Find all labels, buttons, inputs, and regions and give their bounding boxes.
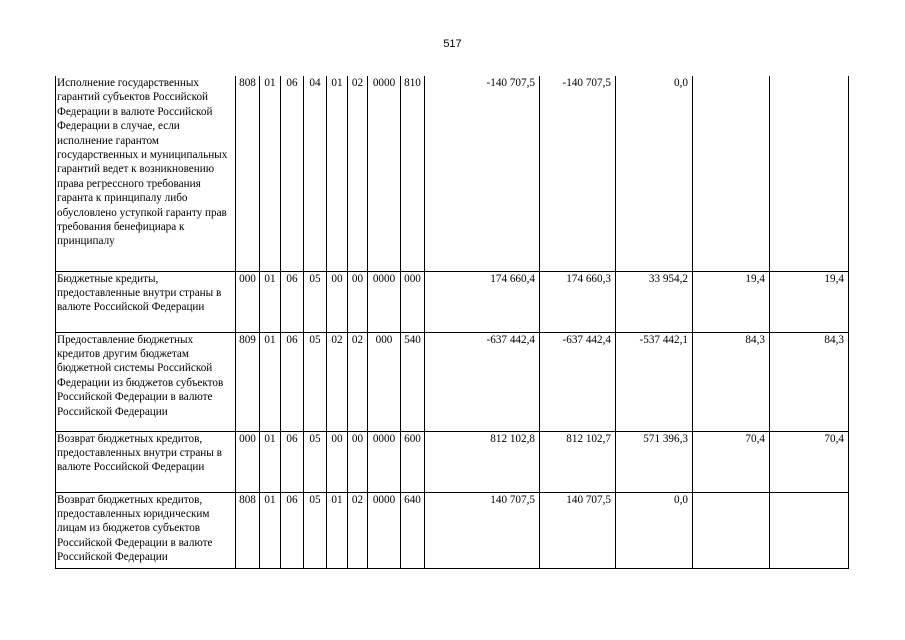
approved-amount-cell: 140 707,5 xyxy=(425,492,540,568)
percent-refined-cell: 70,4 xyxy=(770,431,849,492)
refined-amount-cell: -140 707,5 xyxy=(540,76,616,271)
code-cell: 000 xyxy=(236,431,260,492)
percent-refined-cell xyxy=(770,492,849,568)
code-cell: 06 xyxy=(281,492,304,568)
table-row xyxy=(56,492,849,568)
executed-amount-cell: 0,0 xyxy=(616,492,693,568)
code-cell: 00 xyxy=(327,431,348,492)
row-name-cell: Исполнение государственных гарантий субъектов Российской Федерации в валюте Российской Федерации в случае, если исполнение гарантом государственных и муниципальных гарантий ведет к возникновению права регрессного требования гаранта к принципалу либо обусловлено уступкой гаранту прав требования бенефициара к принципалу xyxy=(56,76,236,271)
code-cell: 0000 xyxy=(368,76,401,271)
code-cell: 01 xyxy=(260,332,281,431)
code-cell: 00 xyxy=(327,271,348,332)
code-cell: 02 xyxy=(327,332,348,431)
code-cell: 06 xyxy=(281,271,304,332)
code-cell: 00 xyxy=(348,271,368,332)
table-row xyxy=(56,332,849,431)
code-cell: 640 xyxy=(401,492,425,568)
code-cell: 01 xyxy=(260,271,281,332)
table-row xyxy=(56,76,849,271)
refined-amount-cell: 140 707,5 xyxy=(540,492,616,568)
code-cell: 02 xyxy=(348,76,368,271)
code-cell: 01 xyxy=(327,492,348,568)
row-name-cell: Возврат бюджетных кредитов, предоставленных внутри страны в валюте Российской Федерации xyxy=(56,431,236,492)
executed-amount-cell: 33 954,2 xyxy=(616,271,693,332)
code-cell: 000 xyxy=(401,271,425,332)
percent-approved-cell: 84,3 xyxy=(693,332,770,431)
row-name-cell: Возврат бюджетных кредитов, предоставленных юридическим лицам из бюджетов субъектов Российской Федерации в валюте Российской Федерации xyxy=(56,492,236,568)
code-cell: 540 xyxy=(401,332,425,431)
percent-approved-cell: 70,4 xyxy=(693,431,770,492)
code-cell: 02 xyxy=(348,492,368,568)
approved-amount-cell: -140 707,5 xyxy=(425,76,540,271)
approved-amount-cell: 812 102,8 xyxy=(425,431,540,492)
code-cell: 05 xyxy=(304,271,327,332)
table-row xyxy=(56,271,849,332)
percent-refined-cell: 84,3 xyxy=(770,332,849,431)
table-row xyxy=(56,431,849,492)
code-cell: 06 xyxy=(281,431,304,492)
code-cell: 01 xyxy=(260,492,281,568)
executed-amount-cell: 0,0 xyxy=(616,76,693,271)
percent-approved-cell xyxy=(693,492,770,568)
code-cell: 05 xyxy=(304,431,327,492)
row-name-cell: Бюджетные кредиты, предоставленные внутри страны в валюте Российской Федерации xyxy=(56,271,236,332)
budget-sources-table xyxy=(55,76,849,569)
code-cell: 04 xyxy=(304,76,327,271)
code-cell: 05 xyxy=(304,332,327,431)
executed-amount-cell: 571 396,3 xyxy=(616,431,693,492)
refined-amount-cell: 812 102,7 xyxy=(540,431,616,492)
page-number: 517 xyxy=(443,38,462,50)
code-cell: 01 xyxy=(260,76,281,271)
code-cell: 01 xyxy=(260,431,281,492)
refined-amount-cell: -637 442,4 xyxy=(540,332,616,431)
code-cell: 000 xyxy=(236,271,260,332)
code-cell: 0000 xyxy=(368,492,401,568)
code-cell: 00 xyxy=(348,431,368,492)
code-cell: 05 xyxy=(304,492,327,568)
executed-amount-cell: -537 442,1 xyxy=(616,332,693,431)
code-cell: 06 xyxy=(281,332,304,431)
refined-amount-cell: 174 660,3 xyxy=(540,271,616,332)
code-cell: 810 xyxy=(401,76,425,271)
code-cell: 0000 xyxy=(368,431,401,492)
percent-refined-cell: 19,4 xyxy=(770,271,849,332)
code-cell: 808 xyxy=(236,492,260,568)
code-cell: 808 xyxy=(236,76,260,271)
code-cell: 600 xyxy=(401,431,425,492)
approved-amount-cell: -637 442,4 xyxy=(425,332,540,431)
approved-amount-cell: 174 660,4 xyxy=(425,271,540,332)
code-cell: 02 xyxy=(348,332,368,431)
percent-approved-cell: 19,4 xyxy=(693,271,770,332)
code-cell: 01 xyxy=(327,76,348,271)
code-cell: 0000 xyxy=(368,271,401,332)
code-cell: 06 xyxy=(281,76,304,271)
percent-approved-cell xyxy=(693,76,770,271)
code-cell: 809 xyxy=(236,332,260,431)
code-cell: 000 xyxy=(368,332,401,431)
percent-refined-cell xyxy=(770,76,849,271)
row-name-cell: Предоставление бюджетных кредитов другим бюджетам бюджетной системы Российской Федерации из бюджетов субъектов Российской Федерации в валюте Российской Федерации xyxy=(56,332,236,431)
